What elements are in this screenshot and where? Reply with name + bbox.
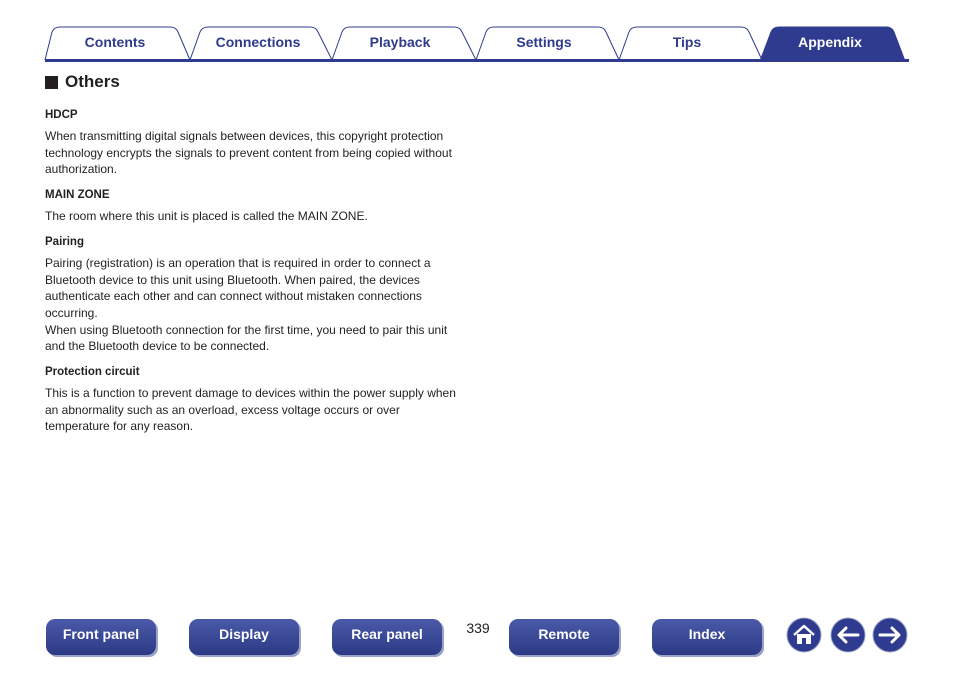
- tab-playback[interactable]: Playback: [369, 34, 431, 50]
- tab-contents[interactable]: Contents: [84, 34, 146, 50]
- index-button[interactable]: Index: [652, 619, 762, 655]
- glossary-entry-hdcp: [45, 107, 465, 178]
- glossary-entry-main-zone: [45, 187, 465, 225]
- glossary-term: Protection circuit: [45, 366, 140, 379]
- display-button[interactable]: Display: [189, 619, 299, 655]
- section-heading: [45, 72, 120, 92]
- rear-panel-button[interactable]: Rear panel: [332, 619, 442, 655]
- home-icon[interactable]: [786, 617, 822, 653]
- glossary-description: When transmitting digital signals between devices, this copyright protection technology encrypts the signals to prevent content from being copied without authorization.: [45, 129, 452, 177]
- glossary-description: Pairing (registration) is an operation that is required in order to connect a Bluetooth device to this unit using Bluetooth. When paired, the devices authenticate each other and can connect without mistaken connections occurring. When using Bluetooth connection for the first time, you need to pair this unit and the Bluetooth device to be connected.: [45, 255, 448, 354]
- tab-settings[interactable]: Settings: [516, 34, 572, 50]
- glossary-entry-pairing: [45, 234, 465, 355]
- tab-appendix[interactable]: Appendix: [798, 34, 862, 50]
- arrow-right-icon[interactable]: [872, 617, 908, 653]
- glossary-term: MAIN ZONE: [45, 189, 110, 202]
- tab-outlines: [0, 0, 954, 64]
- arrow-left-icon[interactable]: [830, 617, 866, 653]
- front-panel-button[interactable]: Front panel: [46, 619, 156, 655]
- section-title: Others: [65, 72, 120, 91]
- square-bullet-icon: [45, 76, 58, 89]
- glossary-term: Pairing: [45, 235, 84, 248]
- page-number: 339: [466, 620, 490, 636]
- glossary-content: [45, 107, 465, 444]
- glossary-description: The room where this unit is placed is called the MAIN ZONE.: [45, 209, 368, 224]
- remote-button[interactable]: Remote: [509, 619, 619, 655]
- glossary-entry-protection-circuit: [45, 364, 465, 435]
- tab-bar: [0, 0, 954, 64]
- tab-connections[interactable]: Connections: [215, 34, 301, 50]
- tab-tips[interactable]: Tips: [672, 34, 702, 50]
- glossary-description: This is a function to prevent damage to devices within the power supply when an abnormality such as an overload, excess voltage occurs or over temperature for any reason.: [45, 386, 456, 434]
- glossary-term: HDCP: [45, 109, 78, 121]
- tab-baseline: [45, 59, 909, 62]
